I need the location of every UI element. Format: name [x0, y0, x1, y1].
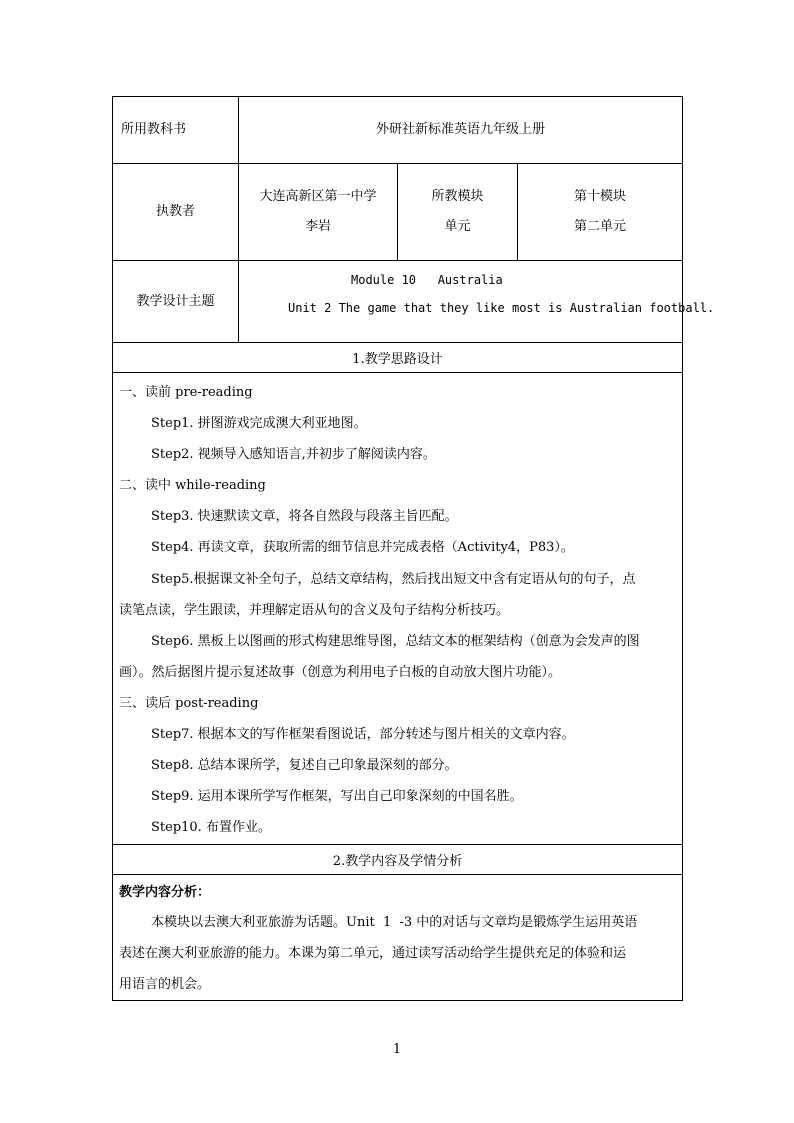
module-unit-values — [518, 164, 682, 260]
teacher-school: 大连高新区第一中学 — [259, 189, 377, 204]
section2-content — [113, 875, 682, 1000]
step-4: Step4. 再读文章，获取所需的细节信息并完成表格（Activity4，P83）。 — [151, 540, 574, 555]
pre-reading-heading: 一、读前 pre-reading — [119, 385, 253, 400]
section1-content — [113, 373, 682, 845]
step-5-line-1: Step5.根据课文补全句子，总结文章结构，然后找出短文中含有定语从句的句子，点 — [151, 572, 636, 587]
textbook-row — [113, 97, 682, 164]
section1-title-row — [113, 343, 682, 373]
theme-label — [113, 261, 238, 342]
while-reading-heading: 二、读中 while-reading — [119, 478, 266, 493]
step-10: Step10. 布置作业。 — [151, 820, 271, 835]
page-number: 1 — [392, 1042, 402, 1057]
content-para-line-3: 用语言的机会。 — [119, 977, 211, 992]
step-2: Step2. 视频导入感知语言,并初步了解阅读内容。 — [151, 447, 436, 462]
module-label: 所教模块 — [431, 189, 484, 204]
textbook-label — [121, 97, 239, 163]
teacher-name: 李岩 — [304, 219, 331, 234]
content-para-line-2: 表述在澳大利亚旅游的能力。本课为第二单元，通过读写活动给学生提供充足的体验和运 — [119, 946, 627, 961]
section1-title: 1.教学思路设计 — [352, 352, 443, 367]
step-1: Step1. 拼图游戏完成澳大利亚地图。 — [151, 416, 367, 431]
theme-line-2: Unit 2 The game that they like most is Australian football. — [288, 301, 715, 315]
step-7: Step7. 根据本文的写作框架看图说话，部分转述与图片相关的文章内容。 — [151, 727, 575, 742]
theme-row — [113, 261, 715, 343]
textbook-value-text: 外研社新标准英语九年级上册 — [375, 122, 545, 137]
module-unit-labels — [398, 164, 517, 260]
content-analysis-heading: 教学内容分析： — [119, 885, 211, 900]
textbook-label-text: 所用教科书 — [121, 122, 187, 137]
step-5-line-2: 读笔点读，学生跟读，并理解定语从句的含义及句子结构分析技巧。 — [119, 603, 510, 618]
theme-line-1: Module 10 Australia — [351, 273, 503, 287]
step-6-line-2: 画）。然后据图片提示复述故事（创意为利用电子白板的自动放大图片功能）。 — [119, 665, 562, 680]
teacher-label-text: 执教者 — [155, 204, 195, 219]
step-3: Step3. 快速默读文章，将各自然段与段落主旨匹配。 — [151, 509, 458, 524]
unit-label: 单元 — [444, 219, 471, 234]
module-value: 第十模块 — [573, 189, 626, 204]
lesson-plan-table — [112, 96, 715, 1001]
content-para-line-1: 本模块以去澳大利亚旅游为话题。Unit 1 -3 中的对话与文章均是锻炼学生运用英语 — [151, 915, 638, 930]
teacher-info — [239, 164, 397, 260]
post-reading-heading: 三、读后 post-reading — [119, 696, 259, 711]
step-6-line-1: Step6. 黑板上以图画的形式构建思维导图，总结文本的框架结构（创意为会发声的图 — [151, 634, 640, 649]
teacher-label — [113, 164, 238, 260]
teacher-row — [113, 164, 682, 261]
section2-title: 2.教学内容及学情分析 — [332, 854, 463, 869]
step-9: Step9. 运用本课所学写作框架，写出自己印象深刻的中国名胜。 — [151, 789, 523, 804]
textbook-value — [239, 97, 682, 163]
unit-value: 第二单元 — [573, 219, 626, 234]
step-8: Step8. 总结本课所学，复述自己印象最深刻的部分。 — [151, 758, 458, 773]
section2-title-row — [113, 845, 682, 875]
theme-label-text: 教学设计主题 — [136, 293, 215, 309]
